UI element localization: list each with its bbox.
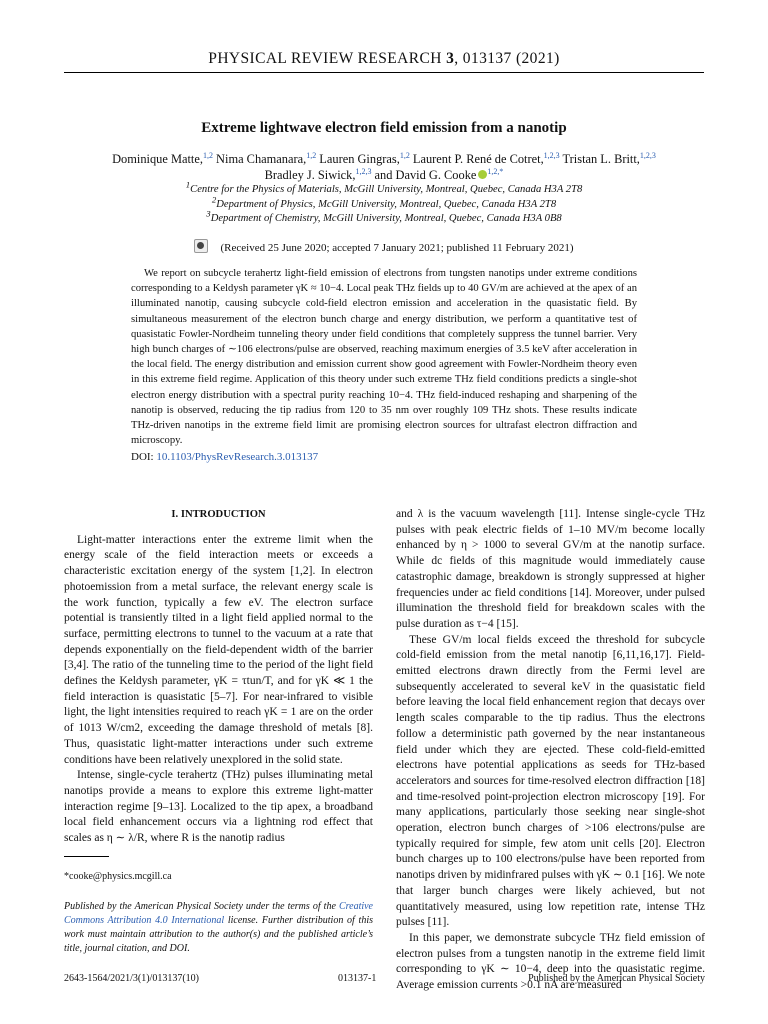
author: Tristan L. Britt,: [559, 152, 640, 166]
footnote-rule: [64, 856, 109, 857]
journal-header: [64, 50, 704, 68]
section-heading: I. INTRODUCTION: [171, 509, 266, 520]
author-affiliation[interactable]: 1,2,*: [487, 166, 504, 176]
license-link[interactable]: Creative Commons Attribution 4.0 International: [64, 901, 373, 926]
author: Laurent P. René de Cotret,: [409, 152, 544, 166]
paper-title: Extreme lightwave electron field emission from a nanotip: [201, 120, 567, 136]
author: Bradley J. Siwick,: [264, 168, 356, 182]
header-rule: [64, 72, 704, 73]
received-dates: [64, 239, 704, 254]
author-affiliation[interactable]: 1,2: [202, 150, 213, 160]
author-affiliation[interactable]: 1,2,3: [355, 166, 372, 176]
author-line-2: [64, 167, 704, 183]
affiliation: [64, 208, 704, 227]
affiliation-text: Department of Chemistry, McGill University, Montreal, Quebec, Canada H3A 0B8: [210, 213, 562, 224]
affiliation: [64, 179, 704, 198]
author-affiliation[interactable]: 1,2: [306, 150, 317, 160]
check-for-updates-icon[interactable]: [194, 239, 208, 253]
license-text: Published by the American Physical Society under the terms of the: [64, 901, 339, 912]
author-affiliation[interactable]: 1,2,3: [543, 150, 560, 160]
paragraph: and λ is the vacuum wavelength [11]. Intense single-cycle THz pulses with peak electric fields of 1–10 MV/m become locally enhanced by η > 1000 to several GV/m at the nanotip surface. While dc fields of this magnitude would immediately cause catastrophic damage, breakdown is strongly suppressed at higher frequencies under ac field conditions [14]. Moreover, under pulsed illumination the threshold field for breakdown scales with the pulse duration as τ−4 [15].: [396, 508, 705, 630]
paragraph: Intense, single-cycle terahertz (THz) pulses illuminating metal nanotips provide a means to explore this extreme light-matter interaction regime [9–13]. Localized to the tip apex, a broadband local field enhancement occurs via a lightning rod effect that scales as η ∼ λ/R, where R is the nanotip radius: [64, 769, 373, 845]
affiliation-text: Centre for the Physics of Materials, McGill University, Montreal, Quebec, Canada H3A 2T8: [190, 184, 583, 195]
license-note: [64, 900, 373, 956]
column-right: [396, 507, 705, 994]
license-text: license. Further distribution of this work must maintain attribution to the author(s) and the published article’s title, journal citation, and DOI.: [64, 915, 373, 954]
journal-name: PHYSICAL REVIEW RESEARCH: [208, 50, 442, 67]
column-left: [64, 507, 373, 847]
affiliation: [64, 193, 704, 213]
journal-volume: 3: [446, 50, 455, 67]
paragraph: These GV/m local fields exceed the threshold for subcycle cold-field emission from the metal nanotip [6,11,16,17]. Field-emitted electrons drawn directly from the Fermi level are subsequently accelerated to several keV in the quasistatic field before leaving the local field enhancement region that decays over length scales comparable to the tip radius. Thus the electrons follow a deterministic path governed by the near instantaneous field under which they are ejected. These cold-field-emitted electrons have potential applications as seeds for THz-based accelerators and sources for time-resolved electron diffraction [18] and time-resolved point-projection electron microscopy [19]. For many applications, particularly those seeking near single-shot operation, electron bunch charges of >106 electrons/pulse are typically required for simple, few atom unit cells [20]. Electron bunch charges up to 100 electrons/pulse have been reported from nanotips driven by midinfrared pulses with γK ∼ 0.1 [16]. We note that larger bunch charges were likely achieved, but not quantitatively measured, using low repetition rate, intense THz pulses [11].: [396, 633, 706, 929]
author: and David G. Cooke: [371, 168, 477, 182]
article-id: , 013137 (2021): [454, 50, 560, 67]
author: Lauren Gingras,: [316, 152, 400, 166]
affiliation-number: 1: [185, 179, 191, 190]
footer-publisher: Published by the American Physical Society: [528, 973, 705, 984]
affiliation-number: 2: [211, 193, 217, 204]
author: Dominique Matte,: [112, 152, 203, 166]
author-line-1: [64, 151, 704, 167]
footer-issn: 2643-1564/2021/3(1)/013137(10): [64, 973, 199, 984]
corresponding-email[interactable]: *cooke@physics.mcgill.ca: [64, 871, 172, 882]
author: Nima Chamanara,: [212, 152, 307, 166]
received-text: (Received 25 June 2020; accepted 7 January 2021; published 11 February 2021): [220, 242, 574, 254]
footer-page: 013137-1: [338, 973, 377, 984]
author-list: [64, 151, 704, 183]
affiliation-text: Department of Physics, McGill University, Montreal, Quebec, Canada H3A 2T8: [216, 198, 557, 210]
doi-label: DOI:: [131, 451, 157, 463]
doi: [131, 451, 318, 463]
abstract: We report on subcycle terahertz light-field emission of electrons from tungsten nanotips under extreme conditions corresponding to a Keldysh parameter γK ≈ 10−4. Local peak THz fields up to 40 GV/m are achieved at the apex of an illuminated nanotip, causing subcycle cold-field electron emission and acceleration in the quasistatic field. By simultaneous measurement of the electron bunch charge and energy distribution, we perform a quantitative test of quasistatic Fowler-Nordheim tunneling theory under field conditions that completely suppress the tunnel barrier. Very high bunch charges of ∼106 electrons/pulse are observed, reaching maximum energies of 3.5 keV after acceleration in the local field. The energy distribution and emission current show good agreement with Fowler-Nordheim theory even in this extreme field regime. Application of this theory under such extreme THz field conditions predicts a single-shot electron energy distribution with a spectral purity reaching 10−4. THz field-induced reshaping and sharpening of the nanotip is observed, reducing the tip radius from 120 to 35 nm over roughly 109 THz shots. These results indicate THz-driven nanotips in the extreme field limit are promising electron sources for ultrafast electron diffraction and microscopy.: [131, 268, 637, 447]
affiliations: [64, 179, 704, 227]
author-affiliation[interactable]: 1,2: [399, 150, 410, 160]
paragraph: In this paper, we demonstrate subcycle THz field emission of electron pulses from a tungsten nanotip in the extreme field limit corresponding to γK ∼ 10−4, deep into the quasistatic regime. Average emission currents >0.1 nA are measured: [396, 931, 705, 992]
paragraph: Light-matter interactions enter the extreme limit when the energy scale of the field interaction meets or exceeds a characteristic excitation energy of the system [1,2]. In electron photoemission from a metal surface, the relevant energy scale is the work function, typically a few eV. The electron surface potential is transiently tilted in a light field applied normal to the surface, permitting electrons to tunnel to the vacuum at a rate that depends exponentially on the field-dependent width of the barrier [3,4]. The ratio of the tunneling time to the period of the light field defines the Keldysh parameter, γK = τtun/T, and for γK ≪ 1 the field interaction is quasistatic [5–7]. For near-infrared to visible light, the light intensities required to reach γK = 1 are on the order of 1013 W/cm2, exceeding the damage threshold of metals [8]. Thus, quasistatic light-matter interactions under such extreme conditions have been relatively unexplored in the solid state.: [64, 533, 373, 766]
author-affiliation[interactable]: 1,2,3: [639, 150, 656, 160]
affiliation-number: 3: [206, 208, 211, 219]
doi-link[interactable]: 10.1103/PhysRevResearch.3.013137: [156, 451, 319, 463]
